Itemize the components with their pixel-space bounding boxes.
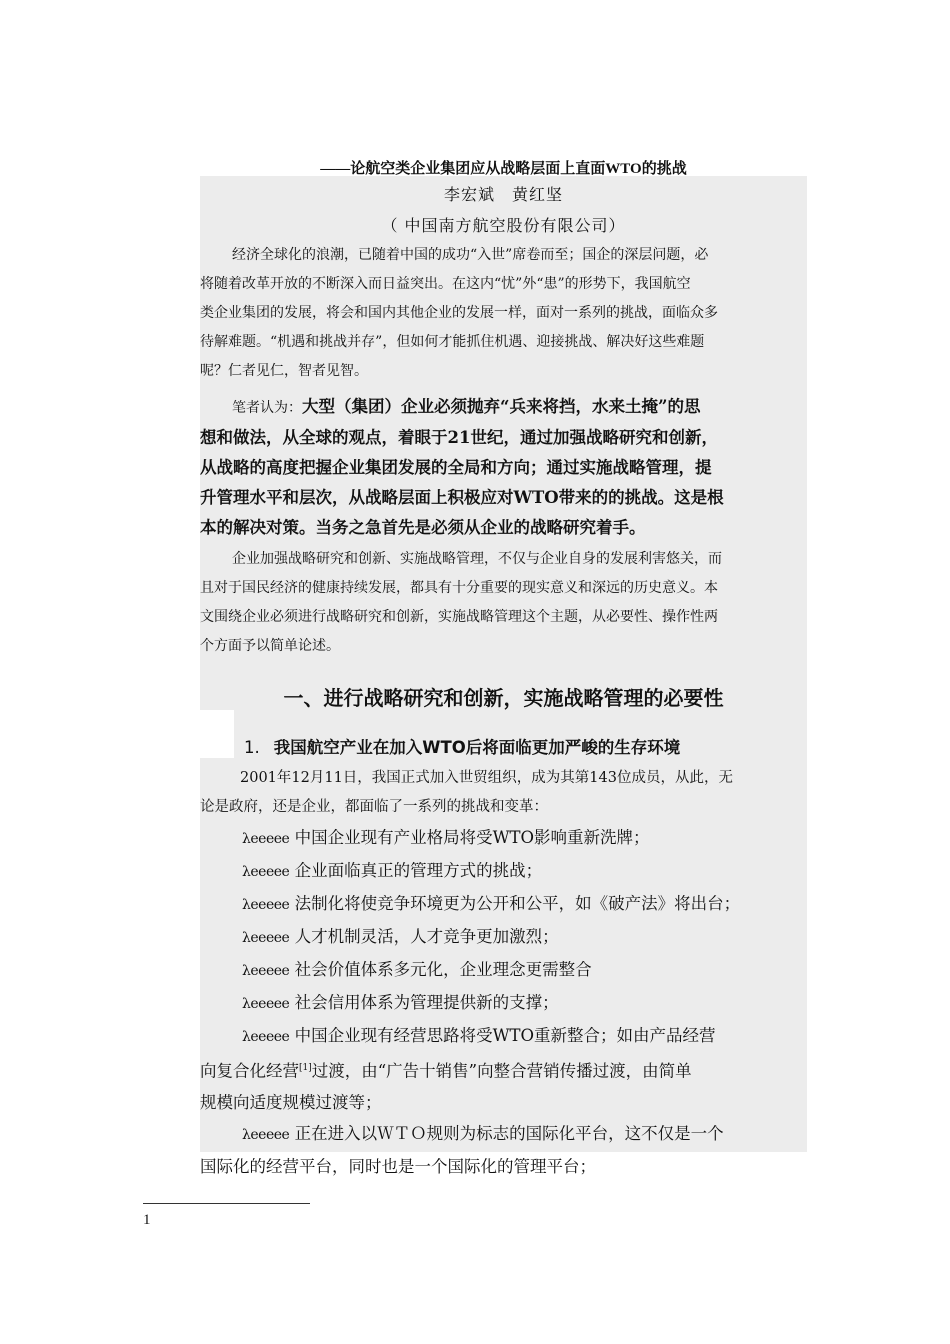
footnote-number: 1 [143, 1212, 151, 1228]
list-item-continuation [200, 1053, 740, 1087]
bullet-text: 社会价值体系多元化，企业理念更需整合 [294, 960, 592, 979]
bullet-text: 人才机制灵活，人才竞争更加激烈； [294, 927, 559, 946]
bullet-glyph: λeeeee [242, 1126, 290, 1143]
purpose-line: 个方面予以简单论述。 [200, 638, 340, 654]
intro-line: 呢？仁者见仁，智者见智。 [200, 363, 368, 379]
bullet-glyph: λeeeee [242, 1029, 290, 1045]
wto-line: 2001年12月11日，我国正式加入世贸组织，成为其第143位成员，从此，无 [240, 770, 733, 786]
sub-heading [244, 734, 680, 758]
thesis-line: 升管理水平和层次，从战略层面上积极应对WTO带来的的挑战。这是根 [200, 488, 724, 507]
list-item-continuation: 规模向适度规模过渡等； [200, 1092, 382, 1112]
list-item [200, 855, 740, 888]
thesis-line: 本的解决对策。当务之急首先是必须从企业的战略研究着手。 [200, 518, 646, 537]
purpose-line: 企业加强战略研究和创新、实施战略管理，不仅与企业自身的发展利害悠关，而 [232, 551, 722, 567]
bullet-text: 中国企业现有产业格局将受WTO影响重新洗牌； [294, 828, 650, 847]
list-item [200, 1118, 740, 1151]
thesis-lead: 笔者认为： [232, 400, 302, 416]
wto-paragraph [200, 764, 800, 822]
bullet-text: 社会信用体系为管理提供新的支撑； [294, 993, 559, 1012]
list-item [200, 1020, 740, 1053]
bullet-glyph: λeeeee [242, 831, 290, 847]
sub-heading-text: 我国航空产业在加入WTO后将面临更加严峻的生存环境 [273, 738, 681, 757]
list-item [200, 954, 740, 987]
thesis-line: 从战略的高度把握企业集团发展的全局和方向；通过实施战略管理，提 [200, 458, 712, 477]
footnote-separator [143, 1203, 310, 1204]
intro-line: 经济全球化的浪潮，已随着中国的成功“入世”席卷而至；国企的深层问题，必 [232, 247, 709, 263]
page-margin-notch [200, 710, 234, 758]
wto-line: 论是政府，还是企业，都面临了一系列的挑战和变革： [200, 799, 548, 815]
intro-line: 类企业集团的发展，将会和国内其他企业的发展一样，面对一系列的挑战，面临众多 [200, 305, 718, 321]
list-item [200, 822, 740, 855]
bullet-glyph: λeeeee [242, 897, 290, 913]
author-names: 李宏斌 黄红坚 [443, 185, 563, 204]
intro-line: 待解难题。“机遇和挑战并存”，但如何才能抓住机遇、迎接挑战、解决好这些难题 [200, 334, 705, 350]
list-item [200, 921, 740, 954]
bullet-text: 向复合化经营 [200, 1061, 299, 1081]
list-item [200, 888, 740, 921]
bullet-text: 企业面临真正的管理方式的挑战； [294, 861, 543, 880]
bullet-text: 正在进入以ＷＴＯ规则为标志的国际化平台，这不仅是一个 [294, 1123, 724, 1143]
sub-heading-number: 1. [244, 738, 260, 757]
author-affiliation: （ 中国南方航空股份有限公司） [381, 216, 626, 235]
purpose-line: 文围绕企业必须进行战略研究和创新，实施战略管理这个主题，从必要性、操作性两 [200, 609, 718, 625]
list-item-continuation: 国际化的经营平台，同时也是一个国际化的管理平台； [200, 1156, 596, 1176]
section-heading: 一、进行战略研究和创新，实施战略管理的必要性 [283, 686, 724, 710]
bullet-text: 法制化将使竞争环境更为公开和公平，如《破产法》将出台； [294, 894, 741, 913]
bullet-list [200, 822, 740, 1182]
bullet-text: 中国企业现有经营思路将受WTO重新整合；如由产品经营 [294, 1026, 716, 1045]
thesis-line [200, 392, 807, 423]
bullet-glyph: λeeeee [242, 996, 290, 1012]
purpose-line: 且对于国民经济的健康持续发展，都具有十分重要的现实意义和深远的历史意义。本 [200, 580, 718, 596]
bullet-glyph: λeeeee [242, 963, 290, 979]
thesis-paragraph [200, 392, 807, 543]
intro-line: 将随着改革开放的不断深入而日益突出。在这内“忧”外“患”的形势下，我国航空 [200, 276, 691, 292]
thesis-text: 大型（集团）企业必须抛弃“兵来将挡，水来土掩”的思 [302, 397, 701, 416]
bullet-glyph: λeeeee [242, 864, 290, 880]
list-item [200, 987, 740, 1020]
footnote-reference: [1] [299, 1063, 312, 1073]
intro-paragraph [200, 241, 800, 386]
bullet-glyph: λeeeee [242, 930, 290, 946]
thesis-line: 想和做法，从全球的观点，着眼于21世纪，通过加强战略研究和创新， [200, 428, 718, 447]
purpose-paragraph [200, 545, 800, 661]
bullet-text: 过渡，由“广告十销售”向整合营销传播过渡，由简单 [311, 1061, 692, 1081]
document-subtitle: ——论航空类企业集团应从战略层面上直面WTO的挑战 [320, 161, 687, 177]
